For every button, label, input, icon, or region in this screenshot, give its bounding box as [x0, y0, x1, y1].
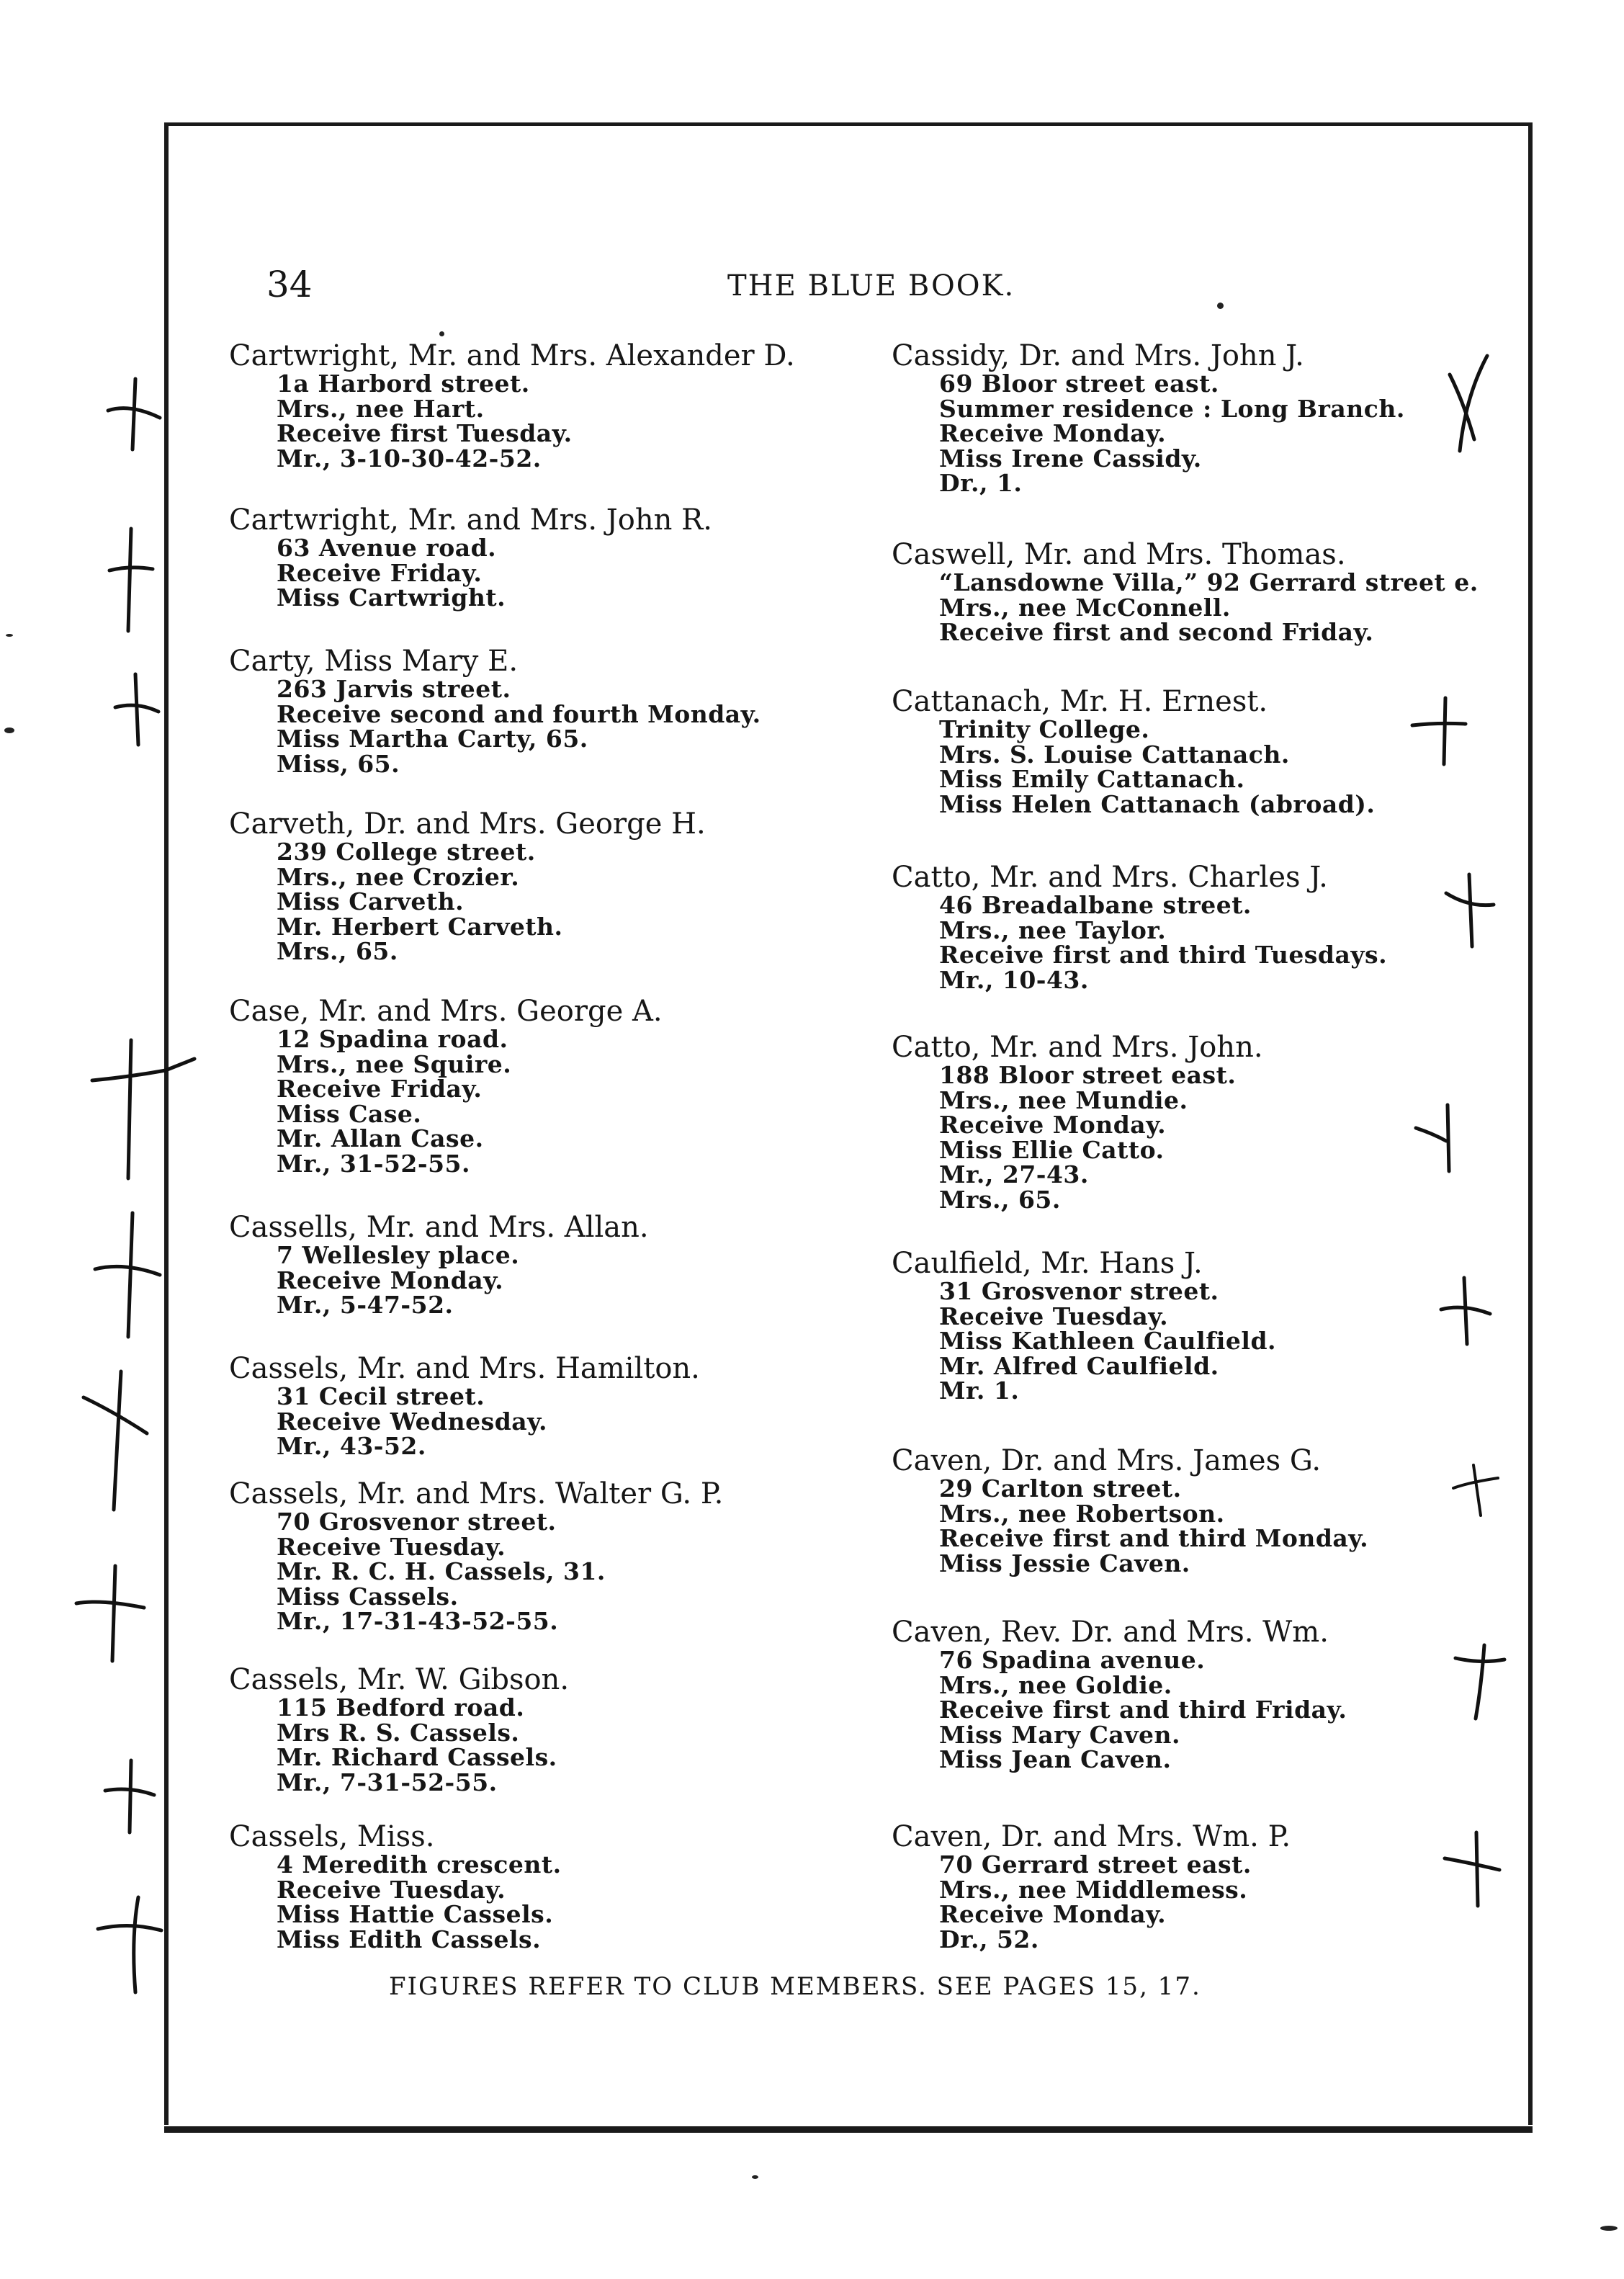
directory-entry	[892, 1821, 1291, 1952]
entry-name: Cassels, Mr. and Mrs. Hamilton.	[229, 1352, 700, 1385]
entry-details	[229, 372, 795, 471]
entry-detail-line: Receive Monday.	[277, 1266, 504, 1294]
ink-speck	[752, 2175, 758, 2179]
entry-details	[892, 372, 1405, 496]
entry-detail-line: 12 Spadina road.	[277, 1025, 508, 1053]
entry-name: Caven, Dr. and Mrs. Wm. P.	[892, 1820, 1291, 1853]
directory-entry	[892, 1445, 1368, 1576]
entry-name: Cassells, Mr. and Mrs. Allan.	[229, 1211, 649, 1244]
handwritten-cross-mark	[108, 670, 166, 749]
entry-detail-line: 29 Carlton street.	[939, 1474, 1182, 1503]
entry-detail-line: Miss Kathleen Caulfield.	[939, 1327, 1277, 1355]
entry-detail-line: Miss Carveth.	[277, 887, 465, 915]
entry-details	[229, 1850, 562, 1953]
entry-name: Catto, Mr. and Mrs. Charles J.	[892, 861, 1328, 894]
entry-detail-line: Mr., 3-10-30-42-52.	[277, 444, 542, 473]
handwritten-cross-mark	[102, 526, 160, 634]
entry-details	[229, 1510, 723, 1634]
entry-detail-line: Mrs., nee Middlemess.	[939, 1875, 1248, 1904]
entry-detail-line: Mrs., nee Taylor.	[939, 915, 1167, 944]
ink-speck	[1600, 2226, 1618, 2231]
entry-detail-line: Miss Jessie Caven.	[939, 1549, 1190, 1577]
entry-details	[229, 1027, 663, 1176]
entry-details	[229, 536, 712, 611]
handwritten-cross-mark	[1440, 1830, 1505, 1909]
handwritten-cross-mark	[78, 1369, 157, 1513]
entry-detail-line: Receive Friday.	[277, 1075, 483, 1103]
entry-detail-line: Mr., 31-52-55.	[277, 1149, 471, 1178]
entry-detail-line: Receive first and third Friday.	[939, 1696, 1347, 1724]
entry-details	[892, 1279, 1276, 1404]
entry-detail-line: Miss Helen Cattanach (abroad).	[939, 789, 1376, 818]
directory-entry	[229, 504, 712, 611]
entry-details	[892, 1063, 1263, 1212]
entry-detail-line: Receive Monday.	[939, 419, 1167, 447]
handwritten-cross-mark	[1437, 1275, 1494, 1347]
entry-name: Cassels, Mr. and Mrs. Walter G. P.	[229, 1477, 724, 1510]
entry-detail-line: Mrs., nee Robertson.	[939, 1499, 1225, 1528]
directory-entry	[892, 1616, 1347, 1773]
entry-detail-line: Receive first and third Tuesdays.	[939, 941, 1388, 969]
entry-detail-line: Mr., 10-43.	[939, 965, 1089, 994]
entry-detail-line: 263 Jarvis street.	[277, 675, 511, 703]
ink-speck	[1217, 303, 1224, 309]
handwritten-cross-mark	[94, 1894, 166, 1995]
entry-detail-line: Dr., 52.	[939, 1925, 1039, 1953]
entry-detail-line: Miss Jean Caven.	[939, 1745, 1172, 1773]
entry-detail-line: 115 Bedford road.	[277, 1693, 525, 1721]
entry-details	[892, 1648, 1347, 1773]
entry-detail-line: Receive Monday.	[939, 1900, 1167, 1928]
entry-detail-line: Mrs., 65.	[939, 1185, 1061, 1214]
directory-entry	[229, 995, 663, 1176]
ink-speck	[439, 331, 444, 336]
entry-detail-line: Receive Tuesday.	[939, 1302, 1169, 1330]
entry-detail-line: Mrs., nee Squire.	[277, 1049, 512, 1078]
entry-name: Cassels, Miss.	[229, 1820, 435, 1853]
handwritten-cross-mark	[1448, 1462, 1505, 1520]
entry-name: Catto, Mr. and Mrs. John.	[892, 1031, 1263, 1064]
entry-detail-line: Mrs R. S. Cassels.	[277, 1718, 520, 1747]
entry-detail-line: Miss Cartwright.	[277, 583, 506, 612]
entry-detail-line: 239 College street.	[277, 838, 536, 866]
entry-detail-line: Mr., 27-43.	[939, 1160, 1089, 1188]
entry-details	[229, 1243, 649, 1318]
entry-details	[229, 840, 706, 964]
entry-detail-line: 46 Breadalbane street.	[939, 891, 1252, 919]
directory-entry	[892, 539, 1479, 645]
directory-entry	[229, 1212, 649, 1318]
entry-name: Caven, Rev. Dr. and Mrs. Wm.	[892, 1616, 1329, 1649]
entry-name: Cassels, Mr. W. Gibson.	[229, 1663, 570, 1696]
entry-detail-line: Mr., 7-31-52-55.	[277, 1768, 498, 1796]
entry-detail-line: Miss Edith Cassels.	[277, 1925, 542, 1953]
entry-details	[892, 893, 1387, 993]
entry-detail-line: Miss Mary Caven.	[939, 1720, 1180, 1749]
entry-detail-line: Mr., 43-52.	[277, 1432, 426, 1460]
entry-detail-line: Mr. R. C. H. Cassels, 31.	[277, 1557, 606, 1585]
entry-detail-line: 70 Grosvenor street.	[277, 1508, 557, 1536]
ink-speck	[6, 634, 13, 637]
entry-detail-line: Receive second and fourth Monday.	[277, 699, 761, 728]
directory-entry	[229, 808, 706, 964]
directory-entry	[229, 645, 761, 776]
directory-entry	[229, 1478, 723, 1634]
entry-name: Carty, Miss Mary E.	[229, 645, 519, 678]
directory-entry	[229, 1821, 562, 1952]
handwritten-cross-mark	[72, 1563, 151, 1664]
entry-detail-line: 7 Wellesley place.	[277, 1241, 520, 1269]
entry-detail-line: Mr. Herbert Carveth.	[277, 912, 563, 941]
entry-detail-line: Mr. Alfred Caulfield.	[939, 1351, 1219, 1380]
running-title: THE BLUE BOOK.	[727, 269, 1015, 303]
entry-detail-line: Mrs., nee Mundie.	[939, 1085, 1188, 1114]
entry-detail-line: Miss Irene Cassidy.	[939, 444, 1202, 473]
entry-detail-line: 31 Cecil street.	[277, 1382, 485, 1410]
handwritten-cross-mark	[88, 1210, 167, 1340]
entry-detail-line: Miss Ellie Catto.	[939, 1135, 1165, 1164]
entry-details	[892, 1850, 1291, 1953]
entry-name: Caven, Dr. and Mrs. James G.	[892, 1444, 1322, 1477]
entry-detail-line: Mr. Richard Cassels.	[277, 1743, 557, 1771]
entry-name: Case, Mr. and Mrs. George A.	[229, 995, 663, 1028]
handwritten-cross-mark	[101, 375, 166, 454]
entry-detail-line: 4 Meredith crescent.	[277, 1850, 562, 1879]
handwritten-cross-mark	[1408, 695, 1473, 767]
entry-detail-line: 188 Bloor street east.	[939, 1061, 1237, 1089]
entry-detail-line: Miss Hattie Cassels.	[277, 1900, 554, 1928]
entry-detail-line: Trinity College.	[939, 715, 1150, 743]
entry-detail-line: “Lansdowne Villa,” 92 Gerrard street e.	[939, 568, 1479, 596]
handwritten-cross-mark	[1412, 1102, 1469, 1174]
handwritten-cross-mark	[1444, 353, 1502, 454]
entry-detail-line: Mr., 5-47-52.	[277, 1291, 454, 1319]
directory-entry	[229, 1664, 569, 1795]
entry-detail-line: Miss Emily Cattanach.	[939, 765, 1245, 793]
entry-detail-line: Mrs., nee Hart.	[277, 394, 485, 423]
entry-detail-line: 70 Gerrard street east.	[939, 1850, 1252, 1879]
entry-name: Cartwright, Mr. and Mrs. John R.	[229, 503, 712, 537]
entry-name: Cartwright, Mr. and Mrs. Alexander D.	[229, 339, 795, 372]
directory-entry	[229, 340, 795, 471]
entry-detail-line: Mrs. S. Louise Cattanach.	[939, 740, 1290, 769]
entry-detail-line: Miss, 65.	[277, 749, 400, 778]
entry-detail-line: Miss Martha Carty, 65.	[277, 725, 588, 753]
entry-details	[892, 570, 1479, 645]
handwritten-cross-mark	[1440, 872, 1498, 951]
entry-detail-line: Mrs., nee Crozier.	[277, 862, 520, 891]
entry-details	[892, 1474, 1369, 1577]
entry-detail-line: Receive Tuesday.	[277, 1532, 506, 1561]
entry-detail-line: Mr. Allan Case.	[277, 1124, 484, 1152]
entry-detail-line: Mrs., 65.	[277, 937, 398, 965]
entry-detail-line: 31 Grosvenor street.	[939, 1277, 1219, 1305]
entry-detail-line: 69 Bloor street east.	[939, 370, 1219, 398]
entry-details	[229, 1693, 569, 1796]
ink-speck	[4, 727, 14, 733]
entry-name: Cattanach, Mr. H. Ernest.	[892, 685, 1268, 718]
page-number: 34	[266, 264, 313, 305]
footer-note: FIGURES REFER TO CLUB MEMBERS. SEE PAGES 15, 17.	[389, 1972, 1201, 2001]
entry-detail-line: Receive first and second Friday.	[939, 618, 1374, 646]
entry-detail-line: 63 Avenue road.	[277, 534, 497, 562]
bottom-rule	[164, 2126, 1533, 2133]
entry-detail-line: Receive first Tuesday.	[277, 419, 573, 447]
entry-details	[892, 717, 1375, 817]
directory-entry	[229, 1353, 700, 1459]
directory-entry	[892, 340, 1405, 496]
entry-detail-line: Receive Tuesday.	[277, 1875, 506, 1904]
entry-detail-line: Dr., 1.	[939, 469, 1023, 497]
entry-detail-line: Receive Friday.	[277, 558, 483, 587]
entry-name: Carveth, Dr. and Mrs. George H.	[229, 807, 706, 841]
entry-detail-line: Mr., 17-31-43-52-55.	[277, 1607, 559, 1635]
entry-details	[229, 1384, 700, 1459]
directory-entry	[892, 861, 1387, 993]
entry-detail-line: Receive first and third Monday.	[939, 1524, 1369, 1552]
entry-detail-line: Mrs., nee Goldie.	[939, 1670, 1172, 1699]
directory-entry	[892, 686, 1375, 817]
entry-detail-line: Receive Wednesday.	[277, 1407, 548, 1436]
entry-detail-line: Mrs., nee McConnell.	[939, 593, 1231, 622]
directory-entry	[892, 1031, 1263, 1212]
entry-detail-line: Miss Case.	[277, 1099, 422, 1128]
handwritten-cross-mark	[86, 1037, 209, 1181]
entry-name: Cassidy, Dr. and Mrs. John J.	[892, 339, 1304, 372]
handwritten-cross-mark	[1451, 1642, 1509, 1721]
entry-detail-line: Miss Cassels.	[277, 1582, 459, 1611]
entry-detail-line: 1a Harbord street.	[277, 370, 530, 398]
entry-detail-line: Receive Monday.	[939, 1111, 1167, 1139]
entry-detail-line: Mr. 1.	[939, 1376, 1020, 1405]
directory-entry	[892, 1248, 1276, 1404]
entry-details	[229, 677, 761, 776]
entry-name: Caswell, Mr. and Mrs. Thomas.	[892, 538, 1346, 571]
entry-detail-line: Summer residence : Long Branch.	[939, 394, 1405, 423]
entry-detail-line: 76 Spadina avenue.	[939, 1646, 1206, 1674]
handwritten-cross-mark	[101, 1758, 158, 1837]
entry-name: Caulfield, Mr. Hans J.	[892, 1247, 1203, 1280]
